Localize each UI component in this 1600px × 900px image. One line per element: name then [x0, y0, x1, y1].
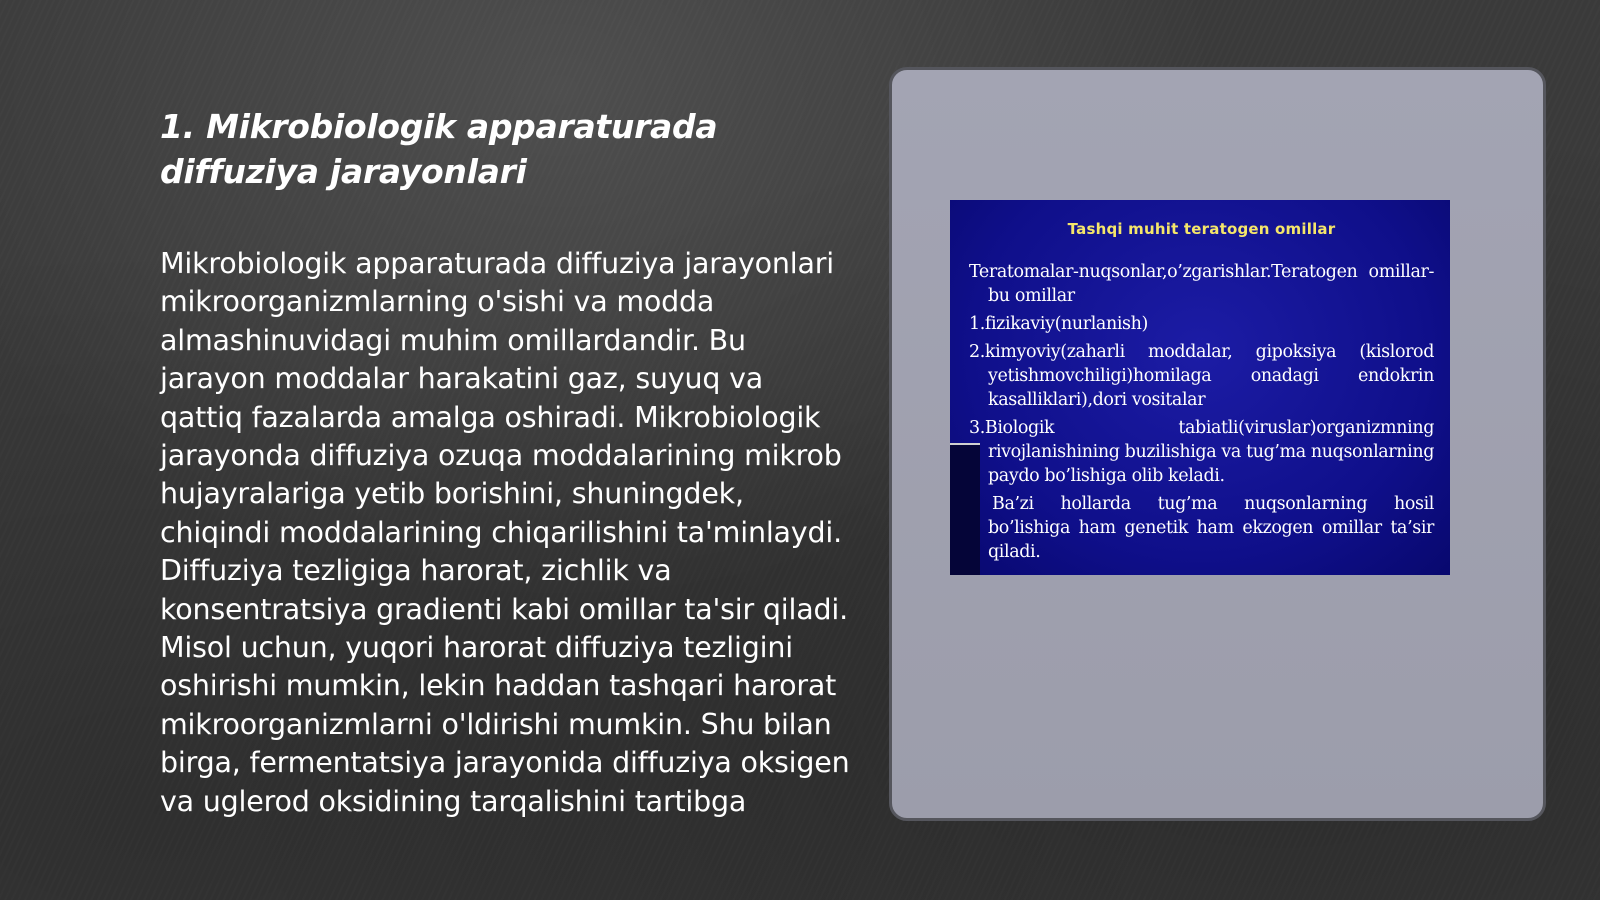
slide-body-text: Mikrobiologik apparaturada diffuziya jarayonlari mikroorganizmlarning o'sishi va modda almashinuvidagi muhim omillardandir. Bu jarayon moddalar harakatini gaz, suyuq va qattiq fazalarda amalga oshiradi. Mikrobiologik jarayonda diffuziya ozuqa moddalarining mikrob hujayralariga yetib borishini, shuningdek, chiqindi moddalarining chiqarilishini ta'minlaydi. Diffuziya tezligiga harorat, zichlik va konsentratsiya gradienti kabi omillar ta'sir qiladi. Misol uchun, yuqori harorat diffuziya tezligini oshirishi mumkin, lekin haddan tashqari harorat mikroorganizmlarni o'ldirishi mumkin. Shu bilan birga, fermentatsiya jarayonida diffuziya oksigen va uglerod oksidining tarqalishini tartibga: [160, 247, 850, 818]
slide-title: 1. Mikrobiologik apparaturada diffuziya jarayonlari: [160, 107, 718, 191]
embedded-paragraph-chemical: 2.kimyoviy(zaharli moddalar, gipoksiya (kislorod yetishmovchiligi)homilaga onadagi endokrin kasalliklari),dori vositalar: [969, 342, 1434, 410]
embedded-paragraph-intro: Teratomalar-nuqsonlar,o’zgarishlar.Teratogen omillar-bu omillar: [969, 262, 1434, 306]
embedded-paragraph-biological: 3.Biologik tabiatli(viruslar)organizmning rivojlanishining buzilishiga va tug’ma nuqsonlarning paydo bo’lishiga olib keladi.: [969, 418, 1435, 486]
embedded-slide-image: [950, 200, 1450, 575]
embedded-slide-title: Tashqi muhit teratogen omillar: [1067, 220, 1336, 238]
embedded-paragraph-note: Ba’zi hollarda tug’ma nuqsonlarning hosil bo’lishiga ham genetik ham ekzogen omillar ta’sir qiladi.: [988, 494, 1434, 562]
embedded-paragraph-physical: 1.fizikaviy(nurlanish): [969, 314, 1148, 334]
